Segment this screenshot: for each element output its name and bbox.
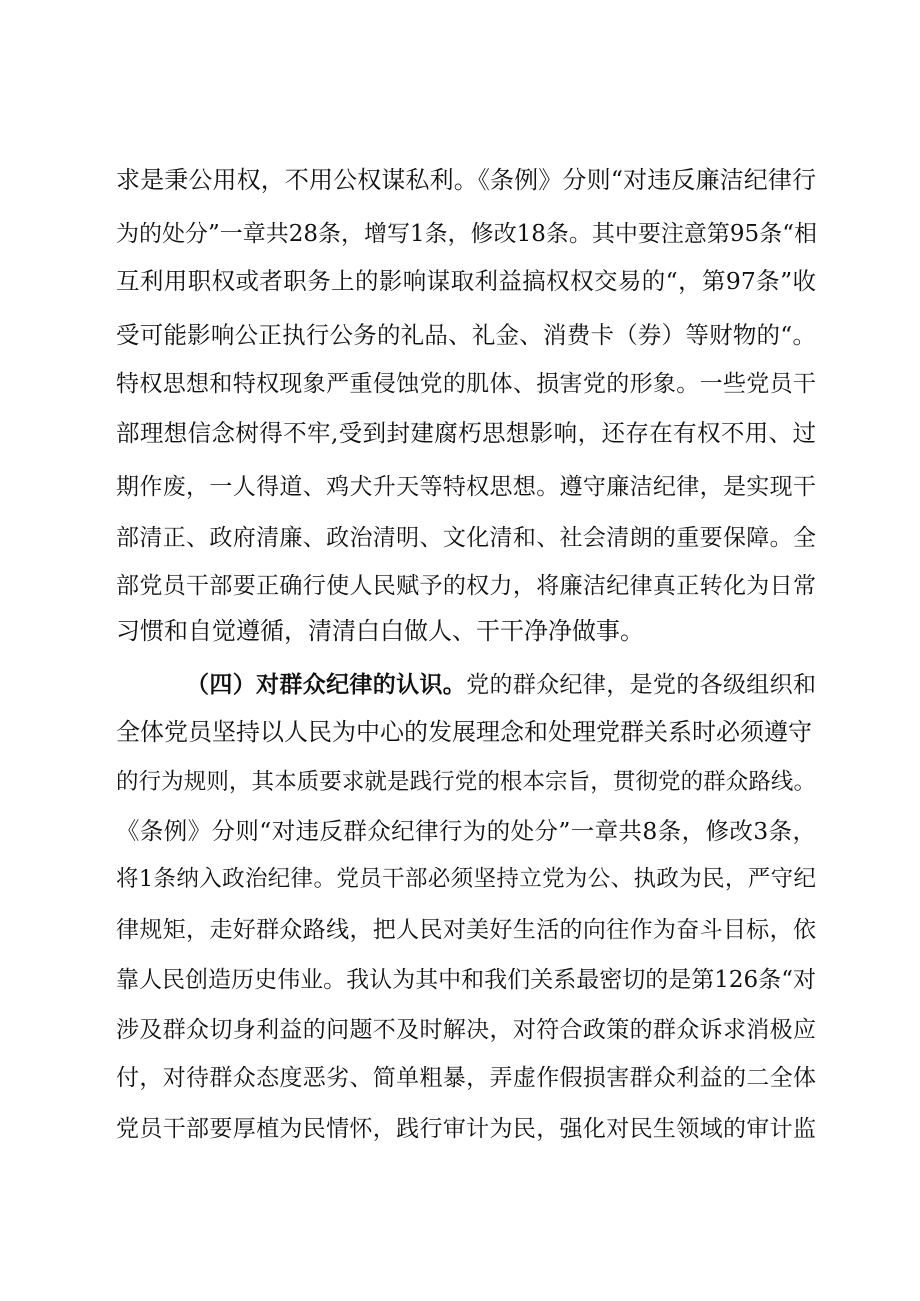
section-line-8: 付，对待群众态度恶劣、简单粗暴，弄虚作假损害群众利益的二全体 — [116, 1065, 816, 1091]
section-line-1: 全体党员坚持以人民为中心的发展理念和处理党群关系时必须遵守 — [116, 718, 812, 746]
section-line-5: 律规矩，走好群众路线，把人民对美好生活的向往作为奋斗目标，依 — [116, 917, 816, 943]
paragraph-line-3: 互利用职权或者职务上的影响谋取利益搞权权交易的“，第97条”收 — [116, 267, 816, 295]
section-line-3: 《条例》分则“对违反群众纪律行为的处分”一章共8条，修改3条， — [116, 817, 816, 845]
paragraph-line-8: 部清正、政府清廉、政治清明、文化清和、社会清朗的重要保障。全 — [116, 525, 816, 551]
section-line-6: 靠人民创造历史伟业。我认为其中和我们关系最密切的是第126条“对 — [116, 967, 816, 993]
paragraph-line-1: 求是秉公用权，不用公权谋私利。《条例》分则“对违反廉洁纪律行 — [116, 166, 816, 194]
paragraph-line-5: 特权思想和特权现象严重侵蚀党的肌体、损害党的形象。一些党员干 — [116, 371, 816, 397]
section-line-7: 涉及群众切身利益的问题不及时解决，对符合政策的群众诉求消极应 — [116, 1017, 816, 1043]
paragraph-line-10: 习惯和自觉遵循，清清白白做人、干干净净做事。 — [116, 617, 644, 645]
section-line-2: 的行为规则，其本质要求就是践行党的根本宗旨，贯彻党的群众路线。 — [116, 769, 816, 795]
paragraph-line-7: 期作废，一人得道、鸡犬升天等特权思想。遵守廉洁纪律，是实现干 — [116, 474, 816, 500]
section-line-4: 将1条纳入政治纪律。党员干部必须坚持立党为公、执政为民，严守纪 — [116, 866, 816, 892]
section-first-line-text: 党的群众纪律，是党的各级组织和 — [466, 672, 817, 698]
paragraph-line-4: 受可能影响公正执行公务的礼品、礼金、消费卡（券）等财物的“。 — [116, 321, 816, 349]
paragraph-line-2: 为的处分”一章共28条，增写1条，修改18条。其中要注意第95条“相 — [116, 221, 817, 247]
section-heading: （四）对群众纪律的认识。 — [186, 671, 467, 698]
section-first-line — [186, 665, 816, 705]
section-line-9: 党员干部要厚植为民情怀，践行审计为民，强化对民生领域的审计监 — [116, 1116, 816, 1142]
paragraph-line-9: 部党员干部要正确行使人民赋予的权力，将廉洁纪律真正转化为日常 — [116, 573, 816, 599]
paragraph-line-6: 部理想信念树得不牢,受到封建腐朽思想影响，还存在有权不用、过 — [116, 419, 816, 447]
